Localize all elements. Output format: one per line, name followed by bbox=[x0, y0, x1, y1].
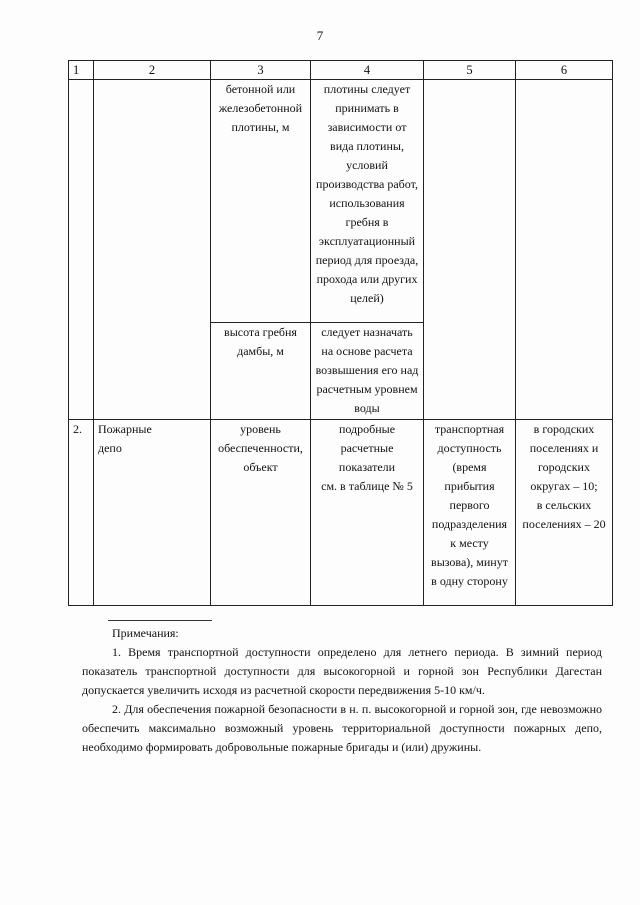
empty-cell bbox=[516, 80, 613, 420]
row-number-cell bbox=[69, 80, 94, 420]
parameter-cell: бетонной или железобетонной плотины, м bbox=[211, 80, 311, 323]
notes-divider bbox=[108, 620, 212, 621]
header-cell: 2 bbox=[94, 61, 211, 80]
transport-access-cell: транспортная доступность (время прибытия первого подразделения к месту вызова), минут в одну сторону bbox=[424, 420, 516, 606]
value-cell: следует назначать на основе расчета возвышения его над расчетным уровнем воды bbox=[311, 323, 424, 420]
row-name-cell bbox=[94, 80, 211, 420]
empty-cell bbox=[424, 80, 516, 420]
header-cell: 5 bbox=[424, 61, 516, 80]
table-header-row bbox=[69, 61, 613, 80]
header-cell: 3 bbox=[211, 61, 311, 80]
table-row bbox=[69, 420, 613, 606]
notes-section bbox=[82, 624, 602, 757]
notes-title: Примечания: bbox=[112, 626, 179, 640]
row-number-cell: 2. bbox=[69, 420, 94, 606]
page-number: 7 bbox=[316, 28, 324, 43]
header-cell: 1 bbox=[69, 61, 94, 80]
header-cell: 4 bbox=[311, 61, 424, 80]
header-cell: 6 bbox=[516, 61, 613, 80]
table-row bbox=[69, 80, 613, 323]
note-item: 1. Время транспортной доступности определено для летнего периода. В зимний период показатель транспортной доступности для высокогорной и горной зон Республики Дагестан допускается увеличить исходя из расчетной скорости передвижения 5-10 км/ч. bbox=[82, 645, 602, 697]
note-item: 2. Для обеспечения пожарной безопасности в н. п. высокогорной и горной зон, где невозможно обеспечить максимально возможный уровень территориальной доступности пожарных депо, необходимо формировать добровольные пожарные бригады и (или) дружины. bbox=[82, 702, 602, 754]
row-name-cell: Пожарные депо bbox=[94, 420, 211, 606]
parameter-cell: уровень обеспеченности, объект bbox=[211, 420, 311, 606]
standards-table bbox=[68, 60, 613, 606]
value-cell: подробные расчетные показатели см. в таблице № 5 bbox=[311, 420, 424, 606]
time-limit-cell: в городских поселениях и городских округах – 10; в сельских поселениях – 20 bbox=[516, 420, 613, 606]
parameter-cell: высота гребня дамбы, м bbox=[211, 323, 311, 420]
value-cell: плотины следует принимать в зависимости от вида плотины, условий производства работ, использования гребня в эксплуатационный период для проезда, прохода или других целей) bbox=[311, 80, 424, 323]
